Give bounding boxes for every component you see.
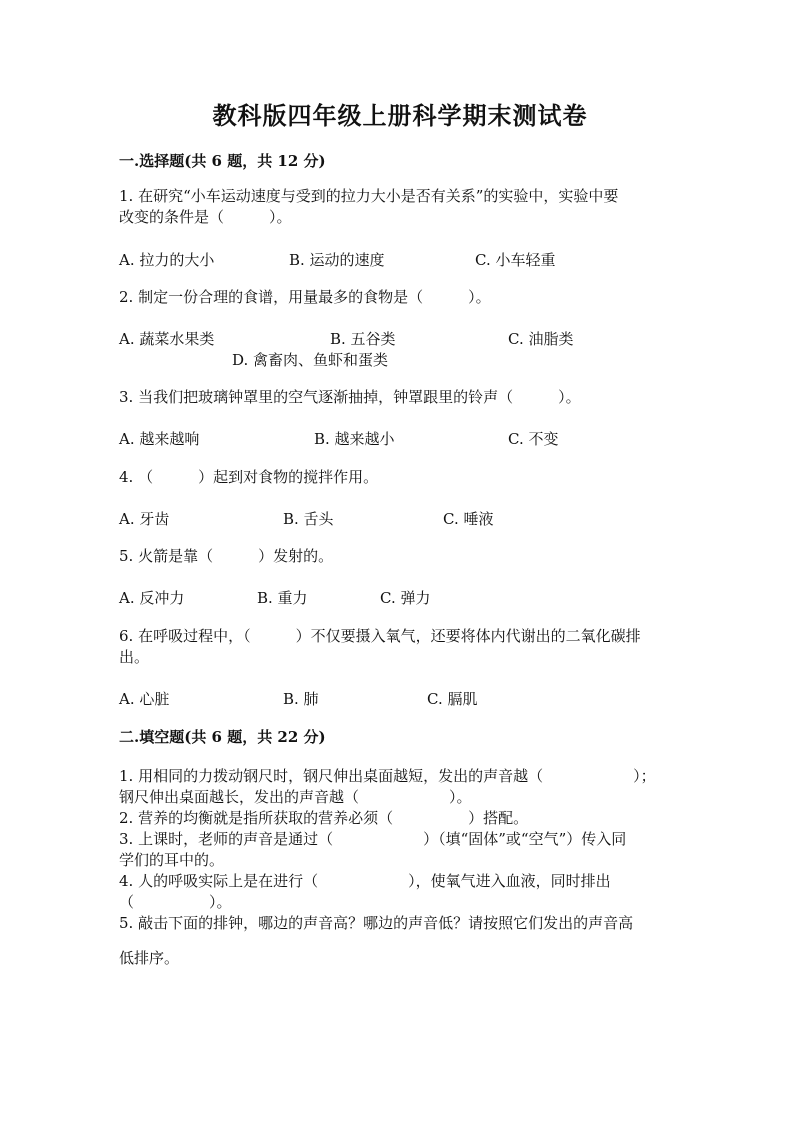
question-6-text: 6. 在呼吸过程中，（ ）不仅要摄入氧气，还要将体内代谢出的二氧化碳排 [119, 627, 641, 645]
question-6-option-b: B. 肺 [283, 690, 319, 708]
question-5-text: 5. 火箭是靠（ ）发射的。 [119, 547, 334, 565]
question-3-option-b: B. 越来越小 [314, 430, 395, 448]
question-4-option-c: C. 唾液 [443, 510, 494, 528]
question-2-text: 2. 制定一份合理的食谱，用量最多的食物是（ ）。 [119, 288, 491, 306]
question-2-option-a: A. 蔬菜水果类 [119, 330, 215, 348]
question-5-option-a: A. 反冲力 [119, 589, 185, 607]
question-6-option-a: A. 心脏 [119, 690, 170, 708]
question-2-option-d: D. 禽畜肉、鱼虾和蛋类 [232, 351, 389, 369]
fill-question-line: 低排序。 [119, 949, 180, 967]
question-1-text: 1. 在研究“小车运动速度与受到的拉力大小是否有关系”的实验中，实验中要 [119, 187, 619, 205]
fill-question-line: （ ）。 [119, 893, 232, 911]
section-heading-choice: 一.选择题(共 6 题，共 12 分) [119, 152, 326, 170]
question-4-option-a: A. 牙齿 [119, 510, 170, 528]
fill-question-line: 钢尺伸出桌面越长，发出的声音越（ ）。 [119, 788, 472, 806]
question-4-text: 4. （ ）起到对食物的搅拌作用。 [119, 468, 379, 486]
fill-question-line: 1. 用相同的力拨动钢尺时，钢尺伸出桌面越短，发出的声音越（ ）； [119, 767, 656, 785]
question-1-option-c: C. 小车轻重 [475, 251, 556, 269]
question-2-option-c: C. 油脂类 [508, 330, 574, 348]
fill-question-line: 4. 人的呼吸实际上是在进行（ ），使氧气进入血液，同时排出 [119, 872, 611, 890]
section-heading-fill: 二.填空题(共 6 题，共 22 分) [119, 728, 326, 746]
fill-question-line: 学们的耳中的。 [119, 851, 225, 869]
question-6-text-cont: 出。 [119, 648, 150, 666]
question-1-text-cont: 改变的条件是（ ）。 [119, 208, 292, 226]
fill-question-line: 3. 上课时，老师的声音是通过（ ）（填“固体”或“空气”）传入同 [119, 830, 627, 848]
question-5-option-b: B. 重力 [257, 589, 308, 607]
question-3-text: 3. 当我们把玻璃钟罩里的空气逐渐抽掉，钟罩跟里的铃声（ ）。 [119, 388, 581, 406]
question-2-option-b: B. 五谷类 [330, 330, 396, 348]
fill-question-line: 5. 敲击下面的排钟，哪边的声音高？哪边的声音低？请按照它们发出的声音高 [119, 914, 634, 932]
question-1-option-b: B. 运动的速度 [289, 251, 385, 269]
page-title: 教科版四年级上册科学期末测试卷 [212, 101, 588, 130]
question-4-option-b: B. 舌头 [283, 510, 334, 528]
question-3-option-c: C. 不变 [508, 430, 559, 448]
question-3-option-a: A. 越来越响 [119, 430, 200, 448]
question-1-option-a: A. 拉力的大小 [119, 251, 215, 269]
fill-question-line: 2. 营养的均衡就是指所获取的营养必须（ ）搭配。 [119, 809, 529, 827]
question-5-option-c: C. 弹力 [380, 589, 431, 607]
question-6-option-c: C. 膈肌 [427, 690, 478, 708]
